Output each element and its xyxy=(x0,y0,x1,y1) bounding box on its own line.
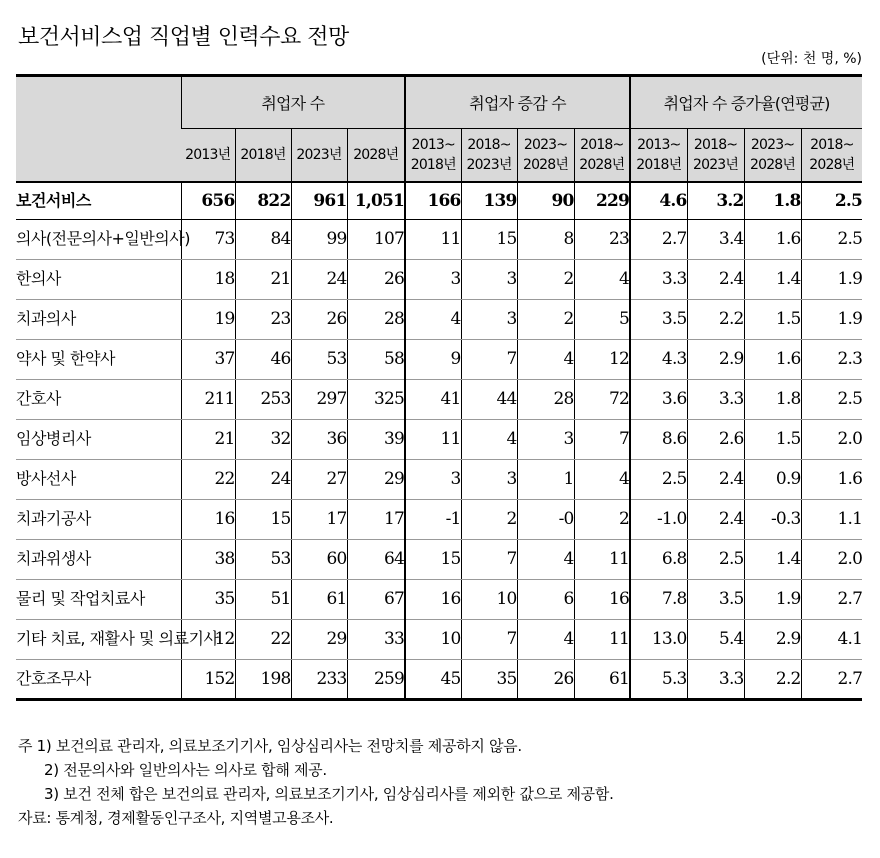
table-cell: 3.5 xyxy=(687,579,744,619)
table-cell: 35 xyxy=(461,659,517,699)
table-cell: 152 xyxy=(181,659,235,699)
table-cell: 3.3 xyxy=(687,379,744,419)
table-cell: 58 xyxy=(347,339,405,379)
table-cell: 297 xyxy=(291,379,347,419)
table-cell: 29 xyxy=(347,459,405,499)
table-cell: 10 xyxy=(405,619,461,659)
unit-label: (단위: 천 명, %) xyxy=(761,51,862,67)
table-cell: 198 xyxy=(235,659,291,699)
table-cell: 2 xyxy=(461,499,517,539)
table-cell: 166 xyxy=(405,182,461,219)
table-cell: 12 xyxy=(574,339,630,379)
table-cell: 2.0 xyxy=(801,539,862,579)
table-cell: 1.6 xyxy=(744,219,801,259)
group-header: 취업자 증감 수 xyxy=(405,76,630,129)
table-cell: 44 xyxy=(461,379,517,419)
column-header: 2018~ 2023년 xyxy=(687,129,744,183)
table-cell: 53 xyxy=(291,339,347,379)
table-cell: 45 xyxy=(405,659,461,699)
table-cell: 1 xyxy=(517,459,574,499)
table-cell: 23 xyxy=(574,219,630,259)
table-cell: 139 xyxy=(461,182,517,219)
table-cell: 35 xyxy=(181,579,235,619)
table-cell: 4 xyxy=(517,339,574,379)
table-cell: 4.6 xyxy=(630,182,687,219)
table-cell: 4 xyxy=(517,619,574,659)
table-cell: 1.6 xyxy=(744,339,801,379)
table-cell: 2.9 xyxy=(744,619,801,659)
table-cell: 107 xyxy=(347,219,405,259)
column-header: 2013~ 2018년 xyxy=(630,129,687,183)
table-cell: 33 xyxy=(347,619,405,659)
workforce-table xyxy=(16,74,862,701)
table-cell: 26 xyxy=(347,259,405,299)
table-cell: 2.5 xyxy=(630,459,687,499)
table-cell: 3.4 xyxy=(687,219,744,259)
table-cell: -1.0 xyxy=(630,499,687,539)
table-cell: 1.5 xyxy=(744,419,801,459)
column-header: 2023~ 2028년 xyxy=(744,129,801,183)
table-cell: 4 xyxy=(517,539,574,579)
table-cell: 4 xyxy=(574,459,630,499)
table-cell: 2.7 xyxy=(801,579,862,619)
table-cell: 3 xyxy=(461,459,517,499)
table-cell: 1.9 xyxy=(744,579,801,619)
table-cell: 233 xyxy=(291,659,347,699)
row-label: 약사 및 한약사 xyxy=(16,339,181,379)
table-cell: 17 xyxy=(291,499,347,539)
column-header: 2018년 xyxy=(235,129,291,183)
table-cell: 2.2 xyxy=(687,299,744,339)
table-cell: 2.2 xyxy=(744,659,801,699)
table-cell: 2.6 xyxy=(687,419,744,459)
table-cell: 17 xyxy=(347,499,405,539)
table-row xyxy=(16,299,862,339)
table-cell: 259 xyxy=(347,659,405,699)
table-cell: 1.8 xyxy=(744,379,801,419)
table-cell: 5 xyxy=(574,299,630,339)
table-cell: 84 xyxy=(235,219,291,259)
table-cell: 2.7 xyxy=(801,659,862,699)
table-cell: 3 xyxy=(405,459,461,499)
table-row xyxy=(16,379,862,419)
table-cell: 2 xyxy=(574,499,630,539)
table-cell: 21 xyxy=(235,259,291,299)
table-cell: 24 xyxy=(291,259,347,299)
table-cell: 211 xyxy=(181,379,235,419)
table-cell: 2 xyxy=(517,299,574,339)
table-cell: 61 xyxy=(291,579,347,619)
table-cell: 10 xyxy=(461,579,517,619)
table-cell: 3.5 xyxy=(630,299,687,339)
table-cell: 16 xyxy=(574,579,630,619)
table-cell: 0.9 xyxy=(744,459,801,499)
column-header: 2013~ 2018년 xyxy=(405,129,461,183)
table-cell: 1.6 xyxy=(801,459,862,499)
table-cell: 822 xyxy=(235,182,291,219)
table-cell: 1.1 xyxy=(801,499,862,539)
table-cell: 3.6 xyxy=(630,379,687,419)
table-cell: 37 xyxy=(181,339,235,379)
table-cell: 3 xyxy=(461,299,517,339)
table-cell: 39 xyxy=(347,419,405,459)
table-cell: 11 xyxy=(405,219,461,259)
table-cell: 16 xyxy=(181,499,235,539)
column-header: 2018~ 2028년 xyxy=(574,129,630,183)
table-cell: 2.5 xyxy=(801,219,862,259)
table-cell: 73 xyxy=(181,219,235,259)
column-header: 2018~ 2028년 xyxy=(801,129,862,183)
table-cell: 7 xyxy=(461,619,517,659)
table-row xyxy=(16,579,862,619)
table-cell: 99 xyxy=(291,219,347,259)
table-cell: 28 xyxy=(347,299,405,339)
table-cell: 2 xyxy=(517,259,574,299)
table-cell: 3.2 xyxy=(687,182,744,219)
column-header: 2018~ 2023년 xyxy=(461,129,517,183)
table-cell: 5.3 xyxy=(630,659,687,699)
table-cell: 2.0 xyxy=(801,419,862,459)
table-cell: 2.4 xyxy=(687,259,744,299)
table-cell: 5.4 xyxy=(687,619,744,659)
table-row xyxy=(16,499,862,539)
table-cell: 2.9 xyxy=(687,339,744,379)
source-note: 자료: 통계청, 경제활동인구조사, 지역별고용조사. xyxy=(18,809,334,827)
table-cell: 27 xyxy=(291,459,347,499)
row-label: 한의사 xyxy=(16,259,181,299)
footnote: 주 1) 보건의료 관리자, 의료보조기기사, 임상심리사는 전망치를 제공하지 않음. xyxy=(18,737,522,755)
table-cell: -1 xyxy=(405,499,461,539)
table-cell: 21 xyxy=(181,419,235,459)
table-cell: 22 xyxy=(181,459,235,499)
table-cell: 29 xyxy=(291,619,347,659)
group-header: 취업자 수 xyxy=(181,76,405,129)
table-cell: 229 xyxy=(574,182,630,219)
table-cell: 1.4 xyxy=(744,539,801,579)
table-cell: -0.3 xyxy=(744,499,801,539)
row-label: 임상병리사 xyxy=(16,419,181,459)
table-cell: 1.5 xyxy=(744,299,801,339)
row-label: 치과의사 xyxy=(16,299,181,339)
table-cell: 2.4 xyxy=(687,499,744,539)
table-cell: 253 xyxy=(235,379,291,419)
table-cell: 53 xyxy=(235,539,291,579)
table-cell: 6 xyxy=(517,579,574,619)
table-cell: 4.3 xyxy=(630,339,687,379)
table-cell: 2.7 xyxy=(630,219,687,259)
table-row xyxy=(16,259,862,299)
table-cell: 7.8 xyxy=(630,579,687,619)
table-cell: 15 xyxy=(405,539,461,579)
row-label: 간호사 xyxy=(16,379,181,419)
table-cell: 2.5 xyxy=(687,539,744,579)
row-label: 기타 치료, 재활사 및 의료기사 xyxy=(16,619,181,659)
table-cell: 8.6 xyxy=(630,419,687,459)
table-cell: 22 xyxy=(235,619,291,659)
table-cell: 13.0 xyxy=(630,619,687,659)
table-cell: 325 xyxy=(347,379,405,419)
table-cell: 3.3 xyxy=(630,259,687,299)
table-cell: 26 xyxy=(517,659,574,699)
table-cell: 3.3 xyxy=(687,659,744,699)
row-label: 의사(전문의사+일반의사) xyxy=(16,219,181,259)
table-cell: 1.8 xyxy=(744,182,801,219)
table-cell: 23 xyxy=(235,299,291,339)
table-cell: 72 xyxy=(574,379,630,419)
table-cell: 15 xyxy=(235,499,291,539)
table-row xyxy=(16,339,862,379)
table-cell: 38 xyxy=(181,539,235,579)
table-cell: 11 xyxy=(405,419,461,459)
table-cell: 19 xyxy=(181,299,235,339)
table-cell: 60 xyxy=(291,539,347,579)
row-label: 간호조무사 xyxy=(16,659,181,699)
table-cell: 18 xyxy=(181,259,235,299)
row-label: 치과위생사 xyxy=(16,539,181,579)
table-cell: 1.9 xyxy=(801,259,862,299)
table-cell: 656 xyxy=(181,182,235,219)
table-cell: 12 xyxy=(181,619,235,659)
table-cell: 26 xyxy=(291,299,347,339)
table-cell: 7 xyxy=(461,339,517,379)
table-row xyxy=(16,182,862,219)
table-cell: 51 xyxy=(235,579,291,619)
table-row xyxy=(16,419,862,459)
table-cell: 46 xyxy=(235,339,291,379)
table-cell: 4 xyxy=(461,419,517,459)
footnote: 2) 전문의사와 일반의사는 의사로 합해 제공. xyxy=(44,761,327,779)
table-cell: 1.9 xyxy=(801,299,862,339)
row-label: 치과기공사 xyxy=(16,499,181,539)
table-cell: 6.8 xyxy=(630,539,687,579)
table-cell: 2.5 xyxy=(801,379,862,419)
table-cell: 9 xyxy=(405,339,461,379)
table-cell: -0 xyxy=(517,499,574,539)
table-cell: 1,051 xyxy=(347,182,405,219)
page-title: 보건서비스업 직업별 인력수요 전망 xyxy=(18,25,349,50)
table-cell: 4.1 xyxy=(801,619,862,659)
row-label: 방사선사 xyxy=(16,459,181,499)
table-cell: 7 xyxy=(574,419,630,459)
corner-cell xyxy=(16,76,181,183)
table-cell: 24 xyxy=(235,459,291,499)
table-cell: 961 xyxy=(291,182,347,219)
table-cell: 90 xyxy=(517,182,574,219)
table-cell: 2.3 xyxy=(801,339,862,379)
table-cell: 3 xyxy=(405,259,461,299)
table-row xyxy=(16,659,862,699)
table-cell: 32 xyxy=(235,419,291,459)
row-label: 물리 및 작업치료사 xyxy=(16,579,181,619)
row-label: 보건서비스 xyxy=(16,182,181,219)
table-row xyxy=(16,219,862,259)
table-row xyxy=(16,619,862,659)
column-header: 2013년 xyxy=(181,129,235,183)
table-cell: 3 xyxy=(517,419,574,459)
table-cell: 67 xyxy=(347,579,405,619)
group-header: 취업자 수 증가율(연평균) xyxy=(630,76,862,129)
table-cell: 41 xyxy=(405,379,461,419)
table-cell: 11 xyxy=(574,539,630,579)
table-cell: 61 xyxy=(574,659,630,699)
table-cell: 64 xyxy=(347,539,405,579)
column-header: 2028년 xyxy=(347,129,405,183)
table-cell: 36 xyxy=(291,419,347,459)
footnote: 3) 보건 전체 합은 보건의료 관리자, 의료보조기기사, 임상심리사를 제외한 값으로 제공함. xyxy=(44,785,614,803)
table-cell: 2.4 xyxy=(687,459,744,499)
table-cell: 4 xyxy=(574,259,630,299)
table-cell: 8 xyxy=(517,219,574,259)
table-cell: 15 xyxy=(461,219,517,259)
table-cell: 2.5 xyxy=(801,182,862,219)
table-cell: 28 xyxy=(517,379,574,419)
table-row xyxy=(16,459,862,499)
column-header: 2023년 xyxy=(291,129,347,183)
footnotes xyxy=(18,734,614,830)
table-cell: 7 xyxy=(461,539,517,579)
column-header: 2023~ 2028년 xyxy=(517,129,574,183)
table-cell: 4 xyxy=(405,299,461,339)
table-cell: 1.4 xyxy=(744,259,801,299)
table-row xyxy=(16,539,862,579)
table-cell: 3 xyxy=(461,259,517,299)
table-cell: 16 xyxy=(405,579,461,619)
table-cell: 11 xyxy=(574,619,630,659)
